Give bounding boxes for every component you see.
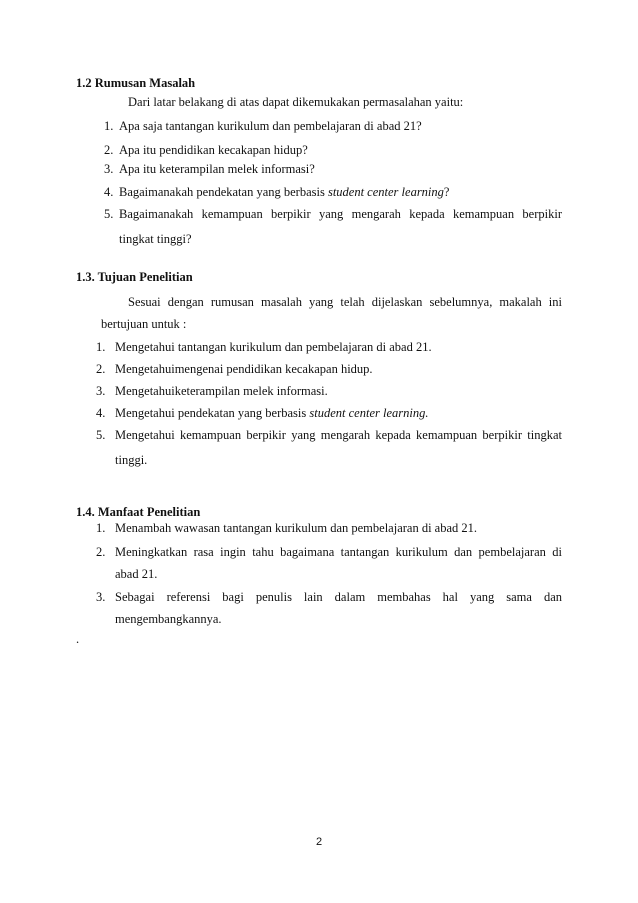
list-number: 4. — [104, 185, 114, 199]
list-number: 2. — [104, 143, 114, 157]
intro-tujuan-penelitian: Sesuai dengan rumusan masalah yang telah dijelaskan sebelumnya, makalah ini — [128, 295, 562, 309]
list-text-continued: tingkat tinggi? — [119, 232, 192, 246]
list-number: 4. — [96, 406, 106, 420]
list-text: Sebagai referensi bagi penulis lain dalam membahas hal yang sama dan — [115, 590, 562, 604]
list-text-continued: tinggi. — [115, 453, 148, 467]
list-number: 3. — [96, 384, 106, 398]
list-text — [119, 185, 449, 200]
list-text: Mengetahuimengenai pendidikan kecakapan hidup. — [115, 362, 373, 376]
list-number: 2. — [96, 362, 106, 376]
list-number: 3. — [96, 590, 106, 604]
list-number: 2. — [96, 545, 106, 559]
list-text — [115, 406, 428, 421]
list-number: 1. — [104, 119, 114, 133]
list-text-italic: student center learning — [327, 185, 444, 199]
list-text: Apa itu keterampilan melek informasi? — [119, 162, 315, 176]
intro-rumusan-masalah: Dari latar belakang di atas dapat dikemukakan permasalahan yaitu: — [128, 95, 464, 109]
page-number: 2 — [315, 836, 323, 848]
list-text: Bagaimanakah kemampuan berpikir yang mengarah kepada kemampuan berpikir — [119, 207, 562, 221]
list-number: 1. — [96, 521, 106, 535]
list-text-italic: student center learning. — [309, 406, 429, 420]
list-text-continued: mengembangkannya. — [115, 612, 222, 626]
list-number: 5. — [104, 207, 114, 221]
list-text-continued: abad 21. — [115, 567, 158, 581]
list-text-part: ? — [443, 185, 450, 199]
list-text: Apa saja tantangan kurikulum dan pembelajaran di abad 21? — [119, 119, 422, 133]
list-text: Mengetahui kemampuan berpikir yang mengarah kepada kemampuan berpikir tingkat — [115, 428, 562, 442]
list-text: Menambah wawasan tantangan kurikulum dan pembelajaran di abad 21. — [115, 521, 478, 535]
heading-manfaat-penelitian: 1.4. Manfaat Penelitian — [76, 505, 201, 519]
list-text: Meningkatkan rasa ingin tahu bagaimana tantangan kurikulum dan pembelajaran di — [115, 545, 562, 559]
list-text: Apa itu pendidikan kecakapan hidup? — [119, 143, 308, 157]
list-text-part: Bagaimanakah pendekatan yang berbasis — [119, 185, 328, 199]
heading-tujuan-penelitian: 1.3. Tujuan Penelitian — [76, 270, 193, 284]
list-text-part: Mengetahui pendekatan yang berbasis — [115, 406, 310, 420]
heading-rumusan-masalah: 1.2 Rumusan Masalah — [76, 76, 196, 90]
list-text: Mengetahui tantangan kurikulum dan pembelajaran di abad 21. — [115, 340, 432, 354]
list-number: 3. — [104, 162, 114, 176]
list-text: Mengetahuiketerampilan melek informasi. — [115, 384, 328, 398]
list-number: 1. — [96, 340, 106, 354]
trailing-mark: . — [76, 632, 80, 646]
list-number: 5. — [96, 428, 106, 442]
intro-tujuan-penelitian-continued: bertujuan untuk : — [101, 317, 187, 331]
